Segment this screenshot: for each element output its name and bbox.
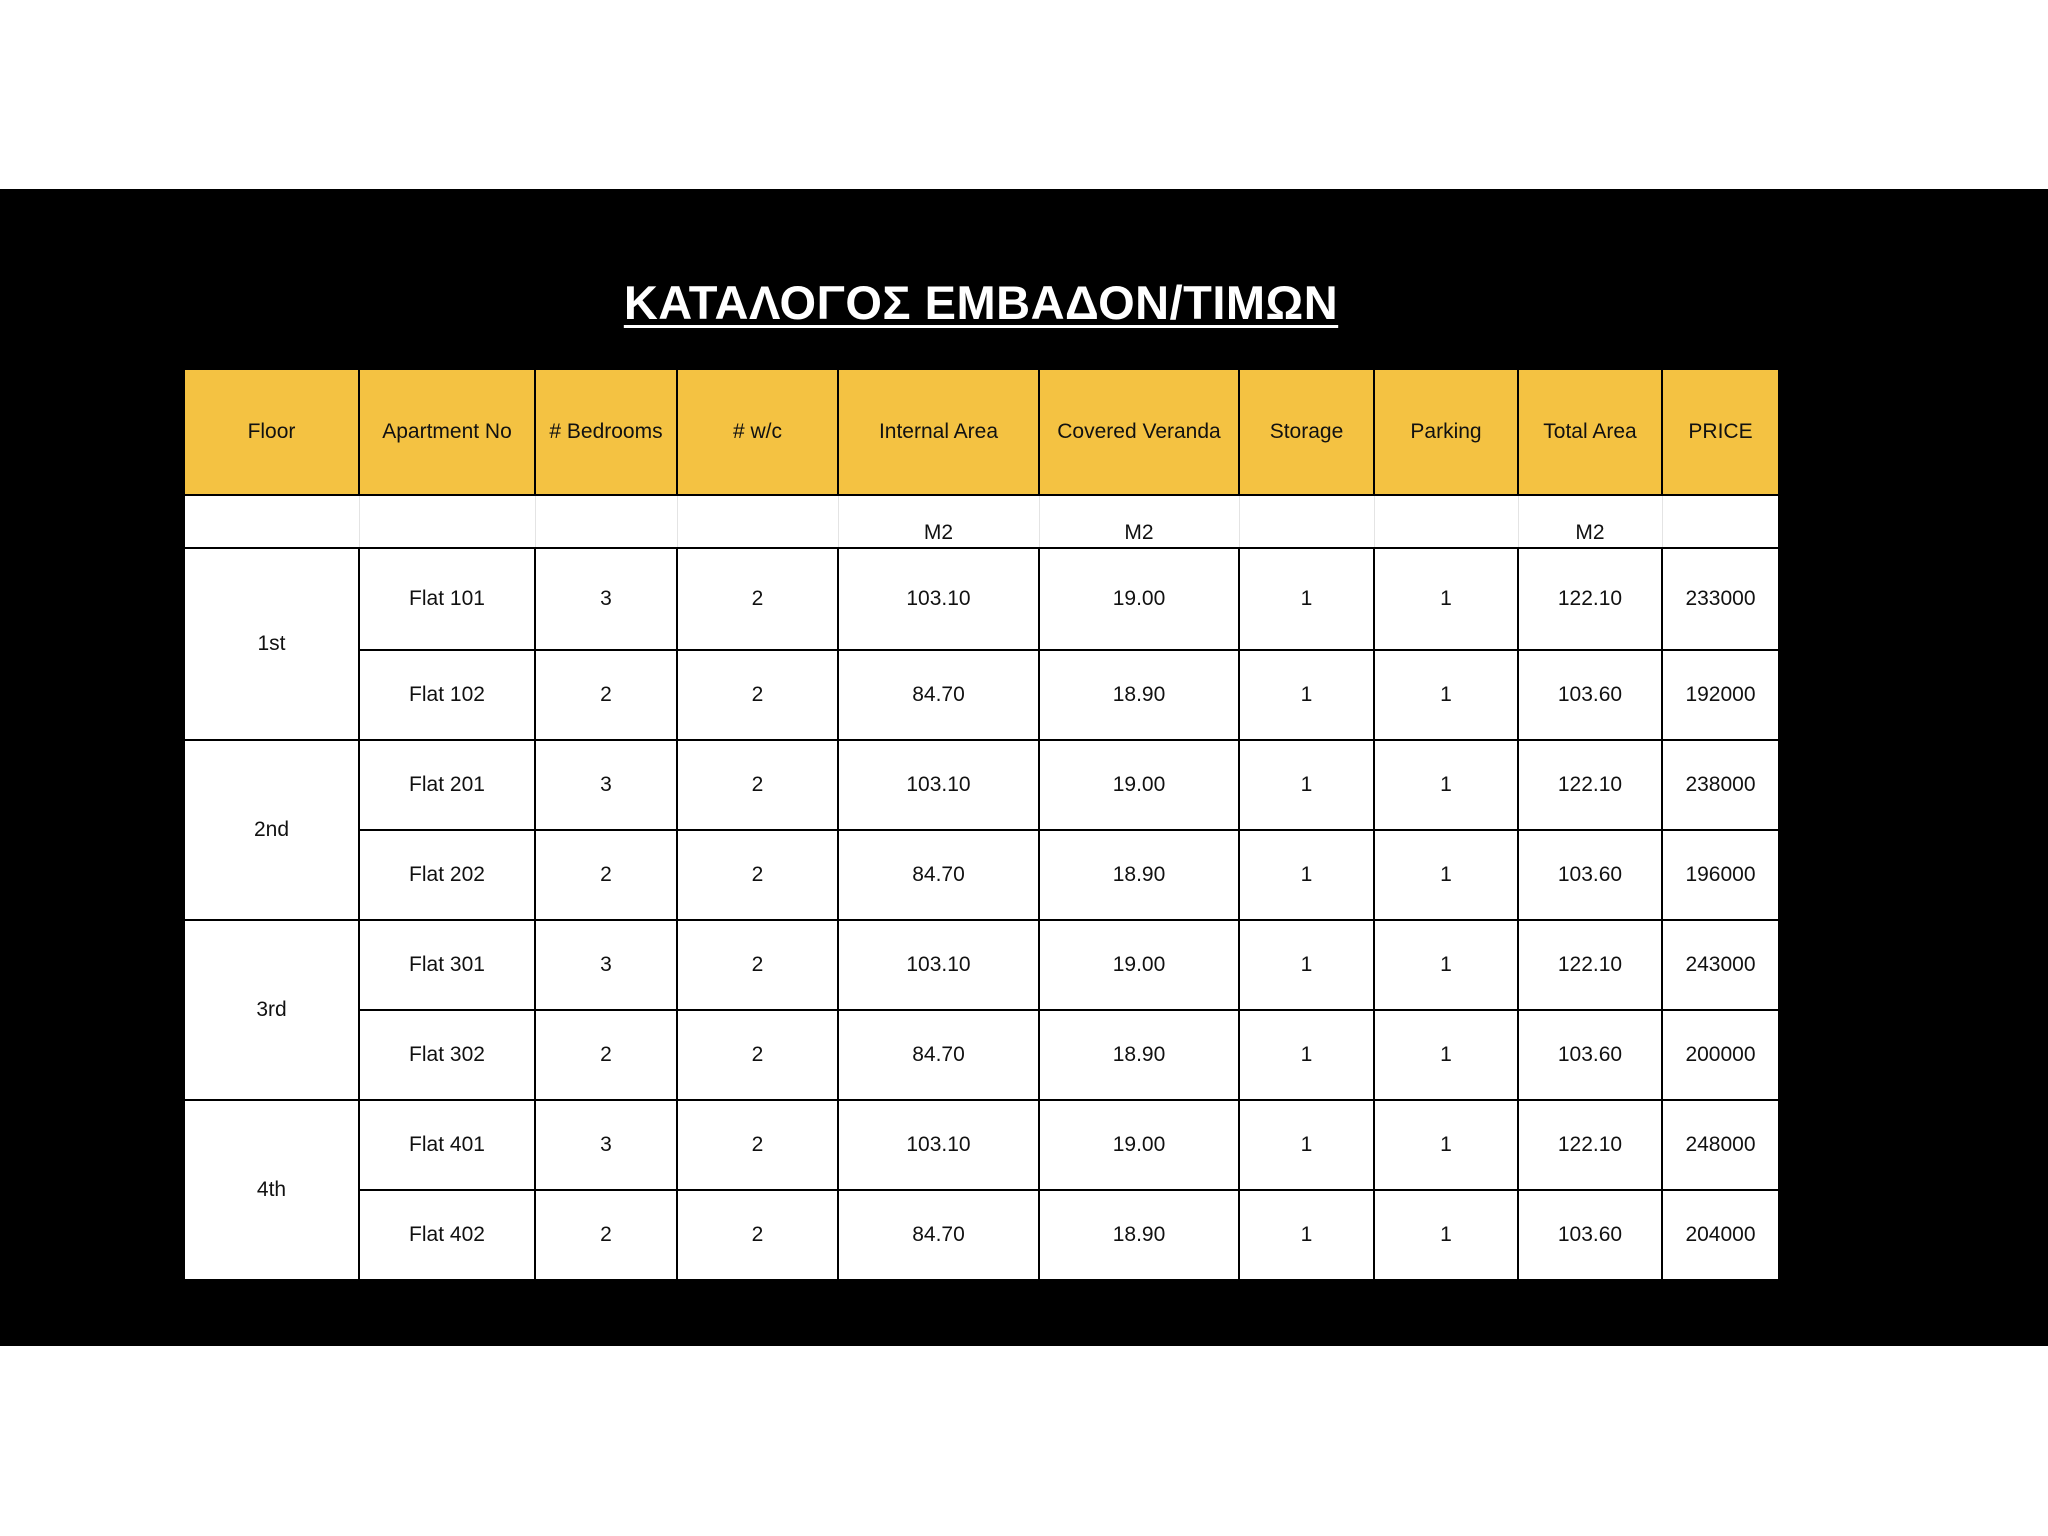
bedrooms-cell: 2 xyxy=(535,1190,677,1280)
header-price: PRICE xyxy=(1662,369,1779,495)
apartment-cell: Flat 401 xyxy=(359,1100,535,1190)
parking-cell: 1 xyxy=(1374,740,1518,830)
bedrooms-cell: 3 xyxy=(535,1100,677,1190)
storage-cell: 1 xyxy=(1239,548,1374,650)
apartment-cell: Flat 102 xyxy=(359,650,535,740)
internal-area-cell: 84.70 xyxy=(838,830,1039,920)
apartment-cell: Flat 202 xyxy=(359,830,535,920)
storage-cell: 1 xyxy=(1239,1100,1374,1190)
internal-area-cell: 84.70 xyxy=(838,1190,1039,1280)
price-table xyxy=(183,368,1780,1281)
internal-area-cell: 84.70 xyxy=(838,1010,1039,1100)
slide-background xyxy=(0,189,2048,1346)
covered-veranda-cell: 19.00 xyxy=(1039,548,1239,650)
header-parking: Parking xyxy=(1374,369,1518,495)
total-area-cell: 122.10 xyxy=(1518,920,1662,1010)
parking-cell: 1 xyxy=(1374,650,1518,740)
table-row xyxy=(184,1100,1779,1190)
floor-cell: 3rd xyxy=(184,920,359,1100)
floor-cell: 2nd xyxy=(184,740,359,920)
price-cell: 248000 xyxy=(1662,1100,1779,1190)
table-row xyxy=(184,830,1779,920)
wc-cell: 2 xyxy=(677,650,838,740)
unit-cell xyxy=(1374,495,1518,548)
units-row xyxy=(184,495,1779,548)
apartment-cell: Flat 402 xyxy=(359,1190,535,1280)
total-area-cell: 103.60 xyxy=(1518,650,1662,740)
floor-cell: 1st xyxy=(184,548,359,740)
apartment-cell: Flat 101 xyxy=(359,548,535,650)
storage-cell: 1 xyxy=(1239,650,1374,740)
wc-cell: 2 xyxy=(677,1190,838,1280)
internal-area-cell: 84.70 xyxy=(838,650,1039,740)
storage-cell: 1 xyxy=(1239,740,1374,830)
bedrooms-cell: 2 xyxy=(535,1010,677,1100)
unit-cell: M2 xyxy=(1039,495,1239,548)
bedrooms-cell: 2 xyxy=(535,650,677,740)
covered-veranda-cell: 19.00 xyxy=(1039,920,1239,1010)
covered-veranda-cell: 18.90 xyxy=(1039,650,1239,740)
covered-veranda-cell: 18.90 xyxy=(1039,1010,1239,1100)
storage-cell: 1 xyxy=(1239,830,1374,920)
wc-cell: 2 xyxy=(677,830,838,920)
unit-cell xyxy=(535,495,677,548)
page-title: ΚΑΤΑΛΟΓΟΣ ΕΜΒΑΔΟΝ/ΤΙΜΩΝ xyxy=(623,276,1339,329)
unit-cell xyxy=(184,495,359,548)
price-cell: 200000 xyxy=(1662,1010,1779,1100)
table-row xyxy=(184,1010,1779,1100)
table-row xyxy=(184,920,1779,1010)
bedrooms-cell: 3 xyxy=(535,920,677,1010)
header-storage: Storage xyxy=(1239,369,1374,495)
storage-cell: 1 xyxy=(1239,920,1374,1010)
internal-area-cell: 103.10 xyxy=(838,740,1039,830)
floor-cell: 4th xyxy=(184,1100,359,1280)
bedrooms-cell: 3 xyxy=(535,548,677,650)
table-row xyxy=(184,740,1779,830)
wc-cell: 2 xyxy=(677,740,838,830)
table-row xyxy=(184,1190,1779,1280)
parking-cell: 1 xyxy=(1374,830,1518,920)
wc-cell: 2 xyxy=(677,1010,838,1100)
unit-cell xyxy=(1662,495,1779,548)
header-floor: Floor xyxy=(184,369,359,495)
price-cell: 233000 xyxy=(1662,548,1779,650)
apartment-cell: Flat 301 xyxy=(359,920,535,1010)
covered-veranda-cell: 18.90 xyxy=(1039,830,1239,920)
price-cell: 243000 xyxy=(1662,920,1779,1010)
parking-cell: 1 xyxy=(1374,920,1518,1010)
bedrooms-cell: 3 xyxy=(535,740,677,830)
total-area-cell: 103.60 xyxy=(1518,830,1662,920)
price-cell: 238000 xyxy=(1662,740,1779,830)
header-wc: # w/c xyxy=(677,369,838,495)
bedrooms-cell: 2 xyxy=(535,830,677,920)
total-area-cell: 103.60 xyxy=(1518,1010,1662,1100)
total-area-cell: 103.60 xyxy=(1518,1190,1662,1280)
price-cell: 196000 xyxy=(1662,830,1779,920)
header-covered-veranda: Covered Veranda xyxy=(1039,369,1239,495)
header-total-area: Total Area xyxy=(1518,369,1662,495)
parking-cell: 1 xyxy=(1374,1190,1518,1280)
internal-area-cell: 103.10 xyxy=(838,1100,1039,1190)
storage-cell: 1 xyxy=(1239,1190,1374,1280)
unit-cell: M2 xyxy=(1518,495,1662,548)
wc-cell: 2 xyxy=(677,548,838,650)
unit-cell: M2 xyxy=(838,495,1039,548)
header-bedrooms: # Bedrooms xyxy=(535,369,677,495)
apartment-cell: Flat 302 xyxy=(359,1010,535,1100)
internal-area-cell: 103.10 xyxy=(838,548,1039,650)
wc-cell: 2 xyxy=(677,920,838,1010)
header-internal-area: Internal Area xyxy=(838,369,1039,495)
parking-cell: 1 xyxy=(1374,1100,1518,1190)
price-cell: 204000 xyxy=(1662,1190,1779,1280)
price-cell: 192000 xyxy=(1662,650,1779,740)
table-row xyxy=(184,650,1779,740)
unit-cell xyxy=(359,495,535,548)
header-apartment-no: Apartment No xyxy=(359,369,535,495)
header-row xyxy=(184,369,1779,495)
total-area-cell: 122.10 xyxy=(1518,548,1662,650)
storage-cell: 1 xyxy=(1239,1010,1374,1100)
internal-area-cell: 103.10 xyxy=(838,920,1039,1010)
unit-cell xyxy=(1239,495,1374,548)
parking-cell: 1 xyxy=(1374,1010,1518,1100)
total-area-cell: 122.10 xyxy=(1518,1100,1662,1190)
covered-veranda-cell: 19.00 xyxy=(1039,1100,1239,1190)
parking-cell: 1 xyxy=(1374,548,1518,650)
wc-cell: 2 xyxy=(677,1100,838,1190)
unit-cell xyxy=(677,495,838,548)
covered-veranda-cell: 18.90 xyxy=(1039,1190,1239,1280)
covered-veranda-cell: 19.00 xyxy=(1039,740,1239,830)
apartment-cell: Flat 201 xyxy=(359,740,535,830)
total-area-cell: 122.10 xyxy=(1518,740,1662,830)
table-row xyxy=(184,548,1779,650)
